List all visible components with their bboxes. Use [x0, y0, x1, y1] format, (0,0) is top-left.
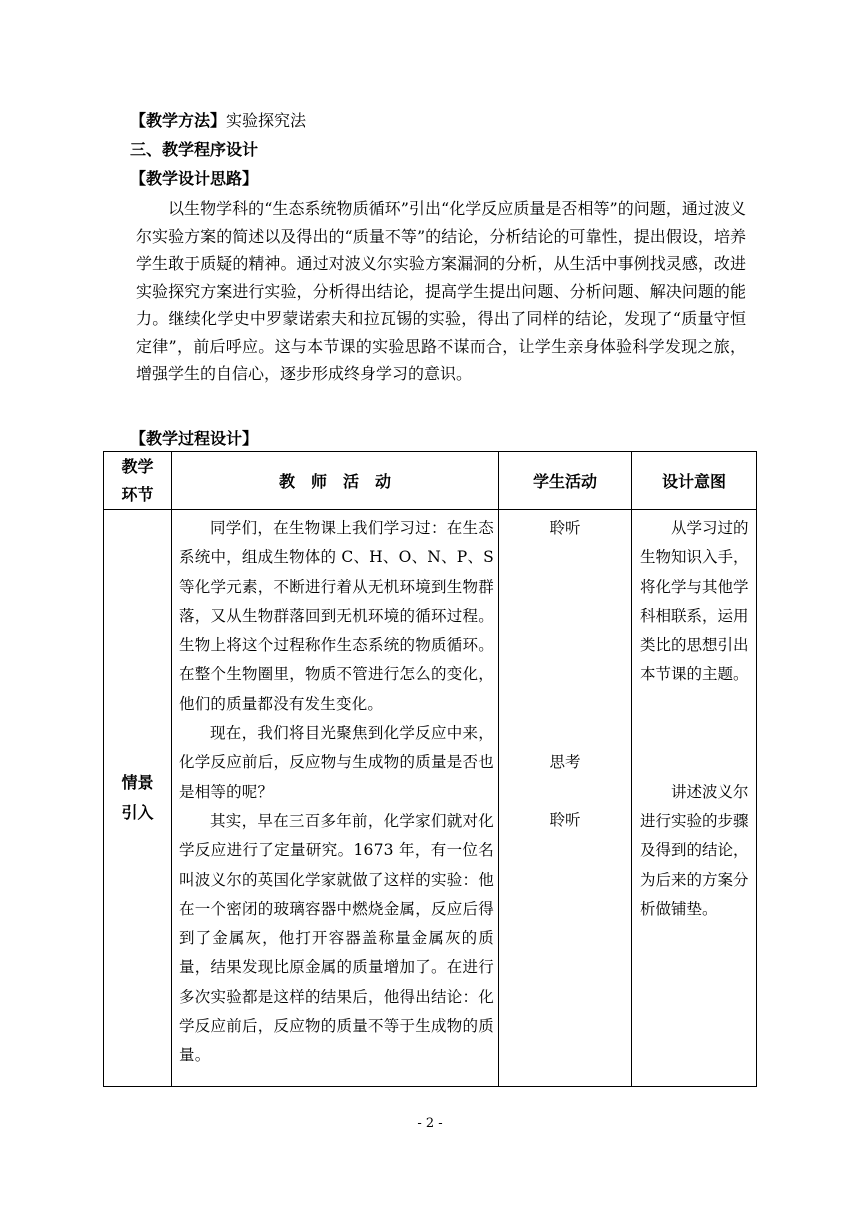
student-activity-item: 聆听 — [549, 519, 581, 537]
teaching-method-value: 实验探究法 — [226, 111, 307, 130]
process-design-heading: 【教学过程设计】 — [130, 429, 259, 448]
teacher-paragraph: 其实，早在三百多年前，化学家们就对化学反应进行了定量研究。1673 年，有一位名叫波义尔的英国化学家就做了这样的实验：他在一个密闭的玻璃容器中燃烧金属，反应后得到了金属灰，他打开容器盖称量金属灰的质量，结果发现比原金属的质量增加了。在进行多次实验都是这样的结果后，他得出结论：化学反应前后，反应物的质量不等于生成物的质量。 — [179, 811, 494, 1065]
student-activity-item: 思考 — [549, 753, 581, 771]
design-idea-heading: 【教学设计思路】 — [130, 169, 259, 188]
student-activity-cell — [499, 510, 632, 1087]
table-header-row — [104, 452, 757, 510]
student-activity-item: 聆听 — [549, 811, 581, 829]
intent-paragraph: 从学习过的生物知识入手，将化学与其他学科相联系，运用类比的思想引出本节课的主题。 — [640, 519, 749, 684]
header-design-intent: 设计意图 — [632, 452, 757, 510]
table-row — [104, 510, 757, 1087]
header-teacher-activity: 教 师 活 动 — [172, 452, 499, 510]
header-stage — [104, 452, 172, 510]
design-idea-paragraph: 以生物学科的“生态系统物质循环”引出“化学反应质量是否相等”的问题，通过波义尔实验方案的简述以及得出的“质量不等”的结论，分析结论的可靠性，提出假设，培养学生敢于质疑的精神。通过对波义尔实验方案漏洞的分析，从生活中事例找灵感，改进实验探究方案进行实验，分析得出结论，提高学生提出问题、分析问题、解决问题的能力。继续化学史中罗蒙诺索夫和拉瓦锡的实验，得出了同样的结论，发现了“质量守恒定律”，前后呼应。这与本节课的实验思路不谋而合，让学生亲身体验科学发现之旅，增强学生的自信心，逐步形成终身学习的意识。 — [136, 199, 746, 383]
stage-cell — [104, 510, 172, 1087]
header-stage-line2: 环节 — [121, 484, 154, 504]
stage-line2: 引入 — [121, 803, 154, 822]
page-number: - 2 - — [417, 1116, 443, 1131]
design-intent-cell — [632, 510, 757, 1087]
teacher-activity-cell — [172, 510, 499, 1087]
intent-paragraph: 讲述波义尔进行实验的步骤及得到的结论，为后来的方案分析做铺垫。 — [640, 782, 749, 918]
teacher-paragraph: 现在，我们将目光聚焦到化学反应中来，化学反应前后，反应物与生成物的质量是否也是相等的呢？ — [179, 724, 494, 801]
teaching-method-line — [130, 110, 306, 132]
stage-line1: 情景 — [121, 773, 154, 792]
header-stage-line1: 教学 — [121, 456, 154, 476]
teaching-method-label: 【教学方法】 — [130, 111, 227, 130]
teaching-process-table — [103, 451, 757, 1087]
teacher-paragraph: 同学们，在生物课上我们学习过：在生态系统中，组成生物体的 C、H、O、N、P、S 等化学元素，不断进行着从无机环境到生物群落，又从生物群落回到无机环境的循环过程。生物上将这个过程称作生态系统的物质循环。在整个生物圈里，物质不管进行怎么的变化，他们的质量都没有发生变化。 — [179, 519, 494, 713]
header-student-activity: 学生活动 — [499, 452, 632, 510]
section-title: 三、教学程序设计 — [130, 140, 259, 159]
